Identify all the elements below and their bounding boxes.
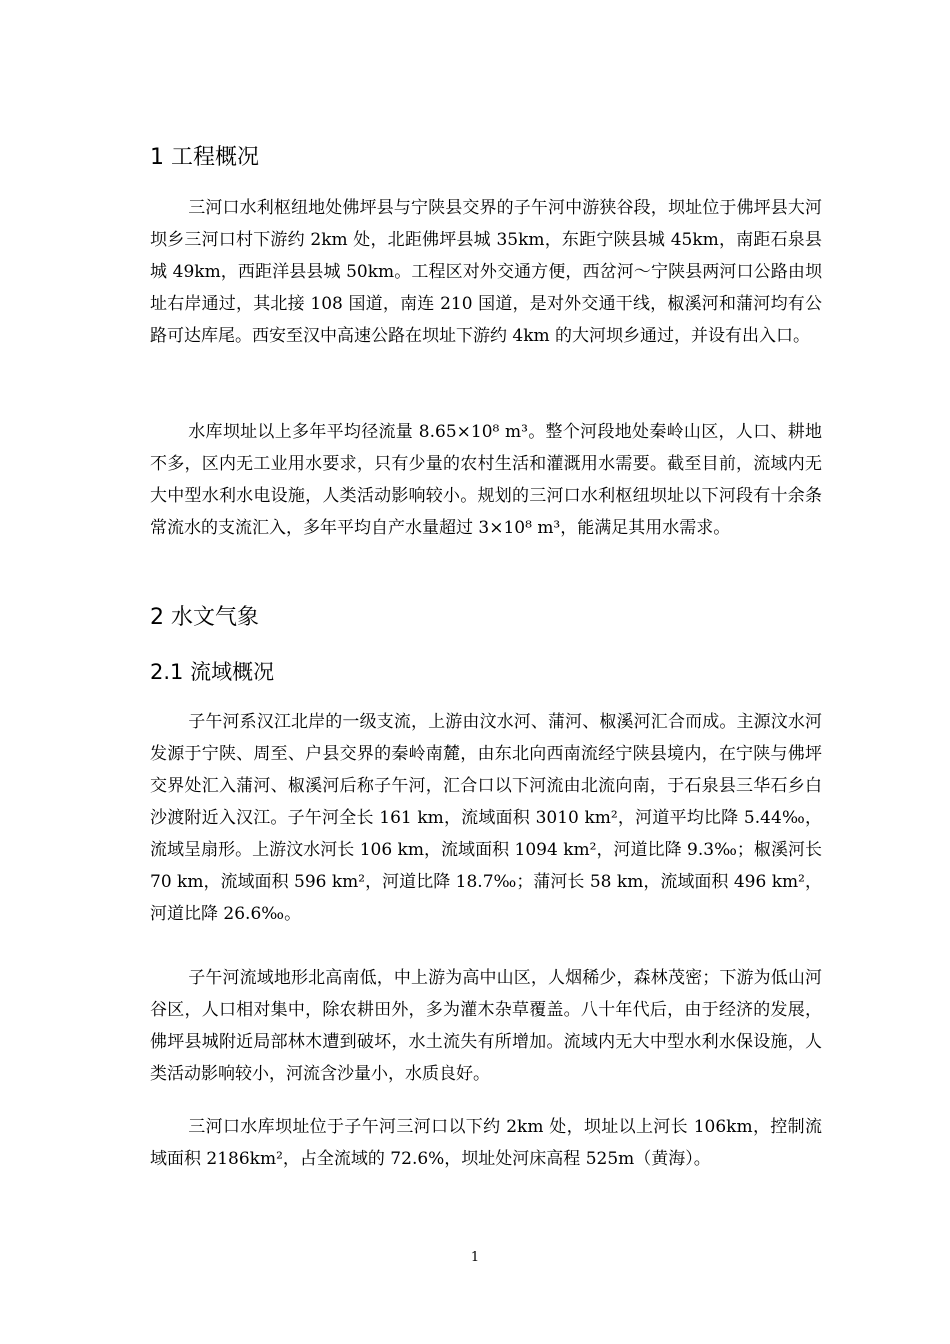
- section-heading-1: 1 工程概况: [150, 145, 259, 170]
- paragraph-1-2: 水库坝址以上多年平均径流量 8.65×10⁸ m³。整个河段地处秦岭山区，人口、耕地不多，区内无工业用水要求，只有少量的农村生活和灌溉用水需要。截至目前，流域内无大中型水利水电设施，人类活动影响较小。规划的三河口水利枢纽坝址以下河段有十余条常流水的支流汇入，多年平均自产水量超过 3×10⁸ m³，能满足其用水需求。: [150, 422, 822, 538]
- paragraph-1-1: 三河口水利枢纽地处佛坪县与宁陕县交界的子午河中游狭谷段，坝址位于佛坪县大河坝乡三河口村下游约 2km 处，北距佛坪县城 35km，东距宁陕县城 45km，南距石泉县城 49km，西距洋县县城 50km。工程区对外交通方便，西岔河～宁陕县两河口公路由坝址右岸通过，其北接 108 国道，南连 210 国道，是对外交通干线，椒溪河和蒲河均有公路可达库尾。西安至汉中高速公路在坝址下游约 4km 的大河坝乡通过，并设有出入口。: [150, 198, 822, 346]
- paragraph-2-1-2: 子午河流域地形北高南低，中上游为高中山区，人烟稀少，森林茂密；下游为低山河谷区，人口相对集中，除农耕田外，多为灌木杂草覆盖。八十年代后，由于经济的发展，佛坪县城附近局部林木遭到破坏，水土流失有所增加。流域内无大中型水利水保设施，人类活动影响较小，河流含沙量小，水质良好。: [150, 968, 822, 1084]
- section-heading-2: 2 水文气象: [150, 605, 259, 630]
- page-number: 1: [470, 1250, 480, 1265]
- subsection-heading-2-1: 2.1 流域概况: [150, 660, 275, 684]
- paragraph-2-1-3: 三河口水库坝址位于子午河三河口以下约 2km 处，坝址以上河长 106km，控制流域面积 2186km²，占全流域的 72.6%，坝址处河床高程 525m（黄海）。: [150, 1117, 822, 1169]
- paragraph-2-1-1: 子午河系汉江北岸的一级支流，上游由汶水河、蒲河、椒溪河汇合而成。主源汶水河发源于宁陕、周至、户县交界的秦岭南麓，由东北向西南流经宁陕县境内，在宁陕与佛坪交界处汇入蒲河、椒溪河后称子午河，汇合口以下河流由北流向南，于石泉县三华石乡白沙渡附近入汉江。子午河全长 161 km，流域面积 3010 km²，河道平均比降 5.44‰，流域呈扇形。上游汶水河长 106 km，流域面积 1094 km²，河道比降 9.3‰；椒溪河长 70 km，流域面积 596 km²，河道比降 18.7‰；蒲河长 58 km，流域面积 496 km²，河道比降 26.6‰。: [150, 712, 822, 924]
